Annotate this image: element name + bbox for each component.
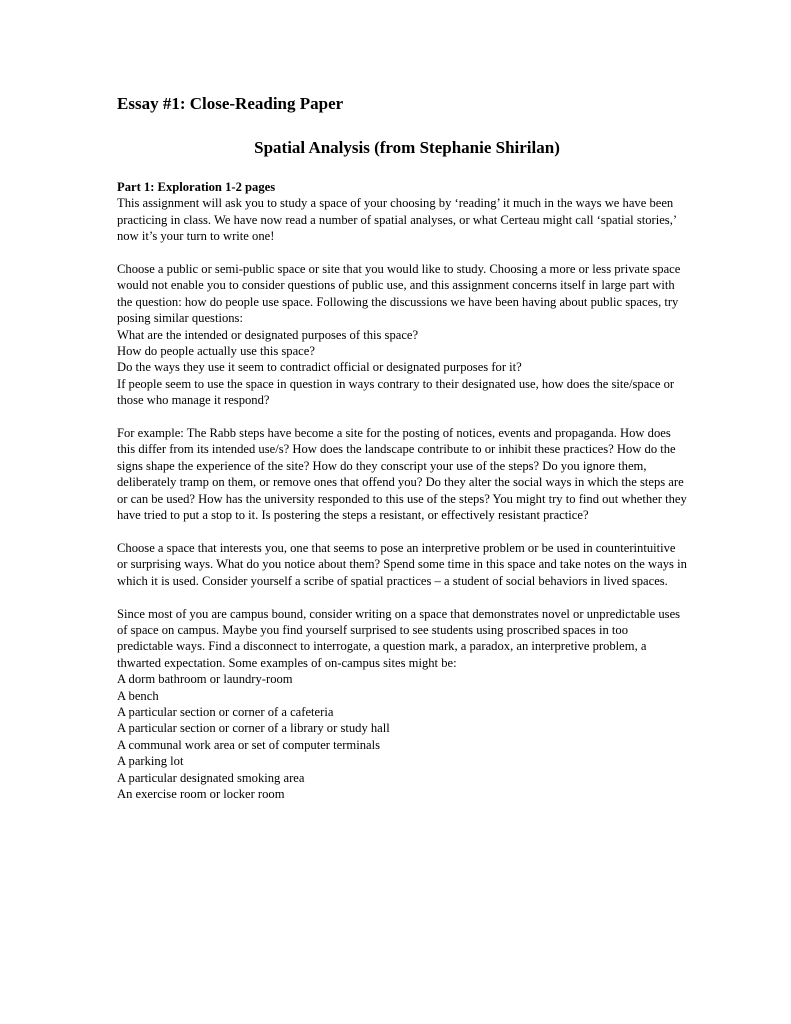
campus-paragraph: Since most of you are campus bound, consider writing on a space that demonstrates novel or unpredictable uses of space on campus. Maybe you find yourself surprised to see students using proscribed spaces in too predictable ways. Find a disconnect to interrogate, a question mark, a paradox, an interpretive problem, a thwarted expectation. Some examples of on-campus sites might be: [117,606,681,670]
intro-paragraph: This assignment will ask you to study a space of your choosing by ‘reading’ it much in the ways we have been practicing in class. We have now read a number of spatial analyses, or what Certeau might call ‘spatial stories,’ now it’s your turn to write one! [117,196,677,244]
document-subtitle: Spatial Analysis (from Stephanie Shirilan) [254,138,560,157]
sites-list [117,671,687,802]
site-item: A particular designated smoking area [117,770,305,785]
questions-list [117,327,687,409]
interest-paragraph: Choose a space that interests you, one that seems to pose an interpretive problem or be used in counterintuitive or surprising ways. What do you notice about them? Spend some time in this space and take notes on the ways in which it is used. Consider yourself a scribe of spatial practices – a student of social behaviors in lived spaces. [117,540,687,588]
site-item: An exercise room or locker room [117,786,285,801]
part1-heading: Part 1: Exploration 1-2 pages [117,180,276,194]
site-item: A particular section or corner of a library or study hall [117,721,390,736]
site-item: A particular section or corner of a cafeteria [117,704,334,719]
site-item: A parking lot [117,754,184,769]
document-title: Essay #1: Close-Reading Paper [117,94,344,113]
site-item: A communal work area or set of computer terminals [117,737,380,752]
site-item: A bench [117,688,159,703]
example-paragraph: For example: The Rabb steps have become a site for the posting of notices, events and propaganda. How does this differ from its intended use/s? How does the landscape contribute to or inhibit these practices? How do the signs shape the experience of the site? How do they conscript your use of the steps? Do you ignore them, deliberately tramp on them, or remove ones that offend you? Do they alter the social ways in which the steps are or can be used? How has the university responded to this use of the steps? You might try to find out whether they have tried to put a stop to it. Is postering the steps a resistant, or effectively resistant practice? [117,426,687,523]
document-page [117,94,687,802]
question-item: What are the intended or designated purposes of this space? [117,327,419,342]
choose-paragraph: Choose a public or semi-public space or site that you would like to study. Choosing a more or less private space would not enable you to consider questions of public use, and this assignment concerns itself in large part with the question: how do people use space. Following the discussions we have been having about public spaces, try posing similar questions: [117,262,681,326]
question-item: How do people actually use this space? [117,344,315,359]
site-item: A dorm bathroom or laundry-room [117,672,293,687]
question-item: Do the ways they use it seem to contradict official or designated purposes for it? [117,360,522,375]
question-item: If people seem to use the space in question in ways contrary to their designated use, how does the site/space or those who manage it respond? [117,376,675,408]
